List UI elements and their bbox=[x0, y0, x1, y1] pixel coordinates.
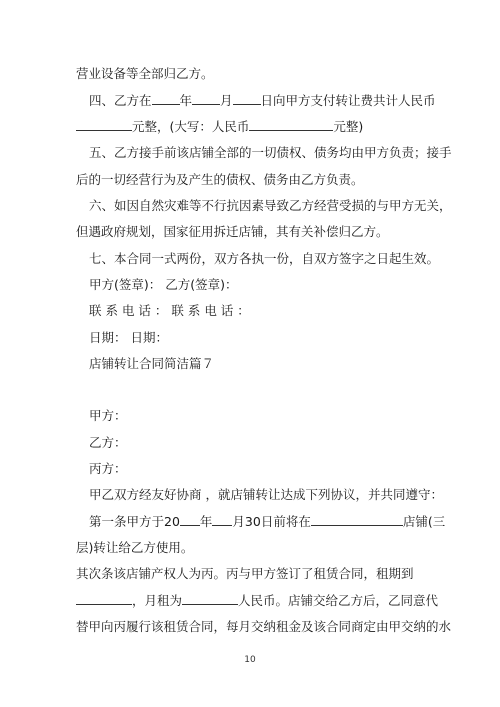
blank-line bbox=[212, 514, 232, 526]
text-line: 甲方： bbox=[89, 408, 127, 423]
text-line: 其次条该店铺产权人为丙。丙与甲方签订了租赁合同，租期到 bbox=[76, 566, 414, 581]
text-segment: 年 bbox=[199, 514, 213, 529]
text-line: 后的一切经营行为及产生的债权、债务由乙方负责。 bbox=[76, 172, 364, 187]
text-segment: 店铺(三 bbox=[402, 514, 446, 529]
text-segment: 月30日前将在 bbox=[232, 514, 311, 529]
blank-line bbox=[152, 93, 180, 105]
text-line: 甲乙双方经友好协商 ，就店铺转让达成下列协议，并共同遵守： bbox=[89, 487, 443, 502]
blank-line bbox=[233, 93, 261, 105]
text-segment: 四、乙方在 bbox=[89, 93, 152, 108]
page-number: 10 bbox=[244, 655, 256, 665]
blank-line bbox=[76, 119, 132, 131]
text-line: 联 系 电 话 ： 联 系 电 话 ： bbox=[89, 303, 250, 318]
blank-line bbox=[192, 93, 220, 105]
text-line: 但遇政府规划，国家征用拆迁店铺，其有关补偿归乙方。 bbox=[76, 224, 389, 239]
section-title: 店铺转让合同简洁篇７ bbox=[89, 356, 215, 371]
text-segment: 人民币。店铺交给乙方后，乙同意代 bbox=[238, 593, 439, 608]
text-line bbox=[76, 119, 363, 135]
text-line: 七、本合同一式两份，双方各执一份，自双方签字之日起生效。 bbox=[89, 251, 440, 266]
text-line bbox=[89, 93, 436, 109]
text-line bbox=[89, 514, 445, 530]
text-line: 六、如因自然灾难等不行抗因素导致乙方经营受损的与甲方无关， bbox=[89, 198, 452, 213]
blank-line bbox=[76, 593, 132, 605]
text-line bbox=[76, 593, 438, 609]
text-segment: 元整，(大写：人民币 bbox=[132, 119, 250, 134]
text-line: 乙方： bbox=[89, 435, 127, 450]
text-line: 五、乙方接手前该店铺全部的一切债权、债务均由甲方负责；接手 bbox=[89, 145, 452, 160]
blank-line bbox=[182, 593, 238, 605]
text-segment: 年 bbox=[179, 93, 193, 108]
text-segment: 月 bbox=[220, 93, 233, 108]
text-line: 层)转让给乙方使用。 bbox=[76, 540, 194, 555]
text-line: 日期： 日期： bbox=[89, 330, 168, 345]
text-segment: 元整) bbox=[333, 119, 364, 134]
text-line: 甲方(签章)： 乙方(签章)： bbox=[89, 277, 238, 292]
text-segment: 第一条甲方于20 bbox=[89, 514, 180, 529]
text-line: 营业设备等全部归乙方。 bbox=[76, 66, 214, 81]
blank-line bbox=[249, 119, 333, 131]
text-line: 替甲向丙履行该租赁合同，每月交纳租金及该合同商定由甲交纳的水 bbox=[76, 619, 452, 634]
text-line: 丙方： bbox=[89, 461, 127, 476]
blank-line bbox=[180, 514, 200, 526]
text-segment: ，月租为 bbox=[132, 593, 183, 608]
blank-line bbox=[311, 514, 403, 526]
text-segment: 日向甲方支付转让费共计人民币 bbox=[260, 93, 436, 108]
